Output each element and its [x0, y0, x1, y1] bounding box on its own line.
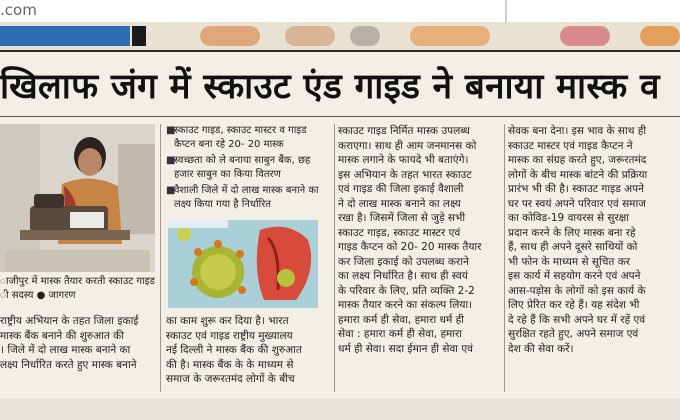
text-line: स्काउट गाइड निर्मित मास्क उपलब्ध [338, 125, 470, 137]
banner-shape [200, 26, 260, 46]
text-line: प्रदान करने के लिए मास्क बना रहे [508, 226, 636, 239]
bullet-marker: ■ [166, 185, 176, 196]
column-divider [160, 124, 161, 392]
summary-bullets [166, 124, 330, 214]
text-line: गाइड कैप्टन को 20- 20 मास्क तैयार [338, 241, 482, 253]
text-line: का काम शुरू कर दिया है। भारत [166, 315, 289, 327]
text-line: हमारा कर्म ही सेवा, हमारा धर्म ही [338, 313, 464, 326]
top-rule [0, 50, 680, 52]
headline-rule [0, 116, 680, 117]
banner-shape [410, 26, 490, 46]
text-line: लक्ष्य निर्धारित करते हुए मास्क बनाने [0, 358, 137, 371]
text-line: मास्क तैयार करने का संकल्प लिया। [338, 299, 473, 311]
bullet-marker: ■ [166, 125, 176, 136]
text-line: एवं गाइड की जिला इकाई वैशाली [338, 183, 464, 195]
article-headline: खिलाफ जंग में स्काउट एंड गाइड ने बनाया मास्क व [0, 67, 660, 107]
text-line: कराएगा। साथ ही आम जनमानस को [338, 139, 477, 152]
bullet-text: स्वच्छता को ले बनाया साबुन बैंक, छह हजार साबुन का किया वितरण [174, 155, 311, 180]
text-line: का लक्ष्य निर्धारित है। साथ ही स्वयं [338, 270, 468, 282]
site-domain-label: .com [0, 1, 37, 19]
text-line: देश की सेवा करें। [508, 342, 574, 355]
text-line: की है। मास्क बैंक के के माध्यम से [166, 358, 294, 371]
bullet-marker: ■ [166, 155, 176, 166]
column-divider [334, 124, 335, 392]
banner-shape [640, 26, 680, 46]
text-line: के परिवार के लिए, प्रति व्यक्ति 2-2 [338, 284, 475, 297]
virus-illustration [168, 220, 318, 308]
text-line: नई दिल्ली ने मास्क बैंक की शुरुआत [166, 344, 302, 356]
text-line: । जिले में दो लाख मास्क बनाने का [0, 344, 131, 356]
text-line: लोगों के बीच मास्क बांटने की प्रक्रिया [508, 168, 648, 181]
article-column-3 [338, 124, 500, 356]
text-line: का कोविड-19 वायरस से सुरक्षा [508, 212, 630, 224]
text-line: ने दो लाख मास्क बनाने का लक्ष्य [338, 197, 461, 210]
bullet-item [166, 184, 330, 211]
text-line: समाज के जरूरतमंद लोगों के बीच [166, 373, 295, 385]
bullet-text: स्काउट गाइड, स्काउट मास्टर व गाइड कैप्टन बना रहे 20- 20 मास्क [174, 125, 307, 150]
bullet-item [166, 154, 330, 181]
text-line: इस कार्य में सहयोग करने एवं अपने [508, 270, 641, 282]
banner-dark-block [132, 26, 146, 46]
article-column-4 [508, 124, 672, 356]
text-line: मास्क का संग्रह करते हुए, जरूरतमंद [508, 154, 647, 166]
sewing-photo-illustration [0, 124, 155, 272]
bullet-text: वैशाली जिले में दो लाख मास्क बनाने का लक्ष्य किया गया है निर्धारित [174, 185, 319, 210]
bullet-item [166, 124, 330, 151]
text-line: स्काउट मास्टर एवं गाइड कैप्टन ने [508, 139, 633, 152]
text-line: सेवक बना देना। इस भाव के साथ ही [508, 125, 647, 137]
text-line: मास्क लगाने के फायदे भी बताएंगे। [338, 154, 469, 166]
article-column-1 [0, 314, 155, 372]
text-line: प्रारंभ भी की है। स्काउट गाइड अपने [508, 183, 644, 195]
article-column-2 [166, 314, 330, 387]
decorative-banner [0, 22, 680, 50]
banner-shape [285, 26, 335, 46]
text-line: भी फोन के माध्यम से सूचित कर [508, 255, 631, 268]
header-divider [505, 0, 507, 22]
column-divider [504, 124, 505, 392]
photo-caption-line2: ी सदस्य ● जागरण [0, 290, 76, 301]
site-header-strip [0, 0, 680, 22]
text-line: आस-पड़ोस के लोगों को इस कार्य के [508, 284, 646, 297]
text-line: स्काउट एवं गाइड राष्ट्रीय मुख्यालय [166, 329, 293, 342]
text-line: इस अभियान के तहत भारत स्काउट [338, 168, 472, 181]
banner-blue-block [0, 26, 130, 46]
banner-shape [350, 26, 380, 46]
text-line: धर्म ही सेवा। सदा ईमान ही सेवा एवं [338, 342, 473, 355]
text-line: मास्क बैंक बनाने की शुरुआत की [0, 329, 124, 342]
sewing-photo [0, 124, 155, 272]
text-line: लिए प्रेरित कर रहे हैं। यह संदेश भी [508, 299, 640, 311]
text-line: कर जिला इकाई को उपलब्ध कराने [338, 255, 469, 268]
virus-illustration-graphic [168, 220, 318, 308]
text-line: सेवा : हमारा कर्म ही सेवा, हमारा [338, 328, 463, 340]
text-line: दे रहे हैं कि सभी अपने घर में रहें एवं [508, 313, 646, 326]
text-line: घर पर स्वयं अपने परिवार एवं समाज [508, 197, 646, 210]
text-line: हैं, साथ ही अपने दूसरे साथियों को [508, 241, 638, 253]
text-line: स्काउट गाइड, स्काउट मास्टर एवं [338, 226, 461, 239]
photo-caption-line1: ाजीपुर में मास्क तैयार करती स्काउट गाइड [0, 276, 155, 287]
text-line: सुरक्षित रहते हुए, अपने समाज एवं [508, 328, 639, 340]
page-footer-strip [0, 398, 680, 420]
banner-shape [560, 26, 610, 46]
text-line: राष्ट्रीय अभियान के तहत जिला इकाई [0, 315, 139, 327]
text-line: रखा है। जिसमें जिला से जुड़े सभी [338, 212, 466, 224]
